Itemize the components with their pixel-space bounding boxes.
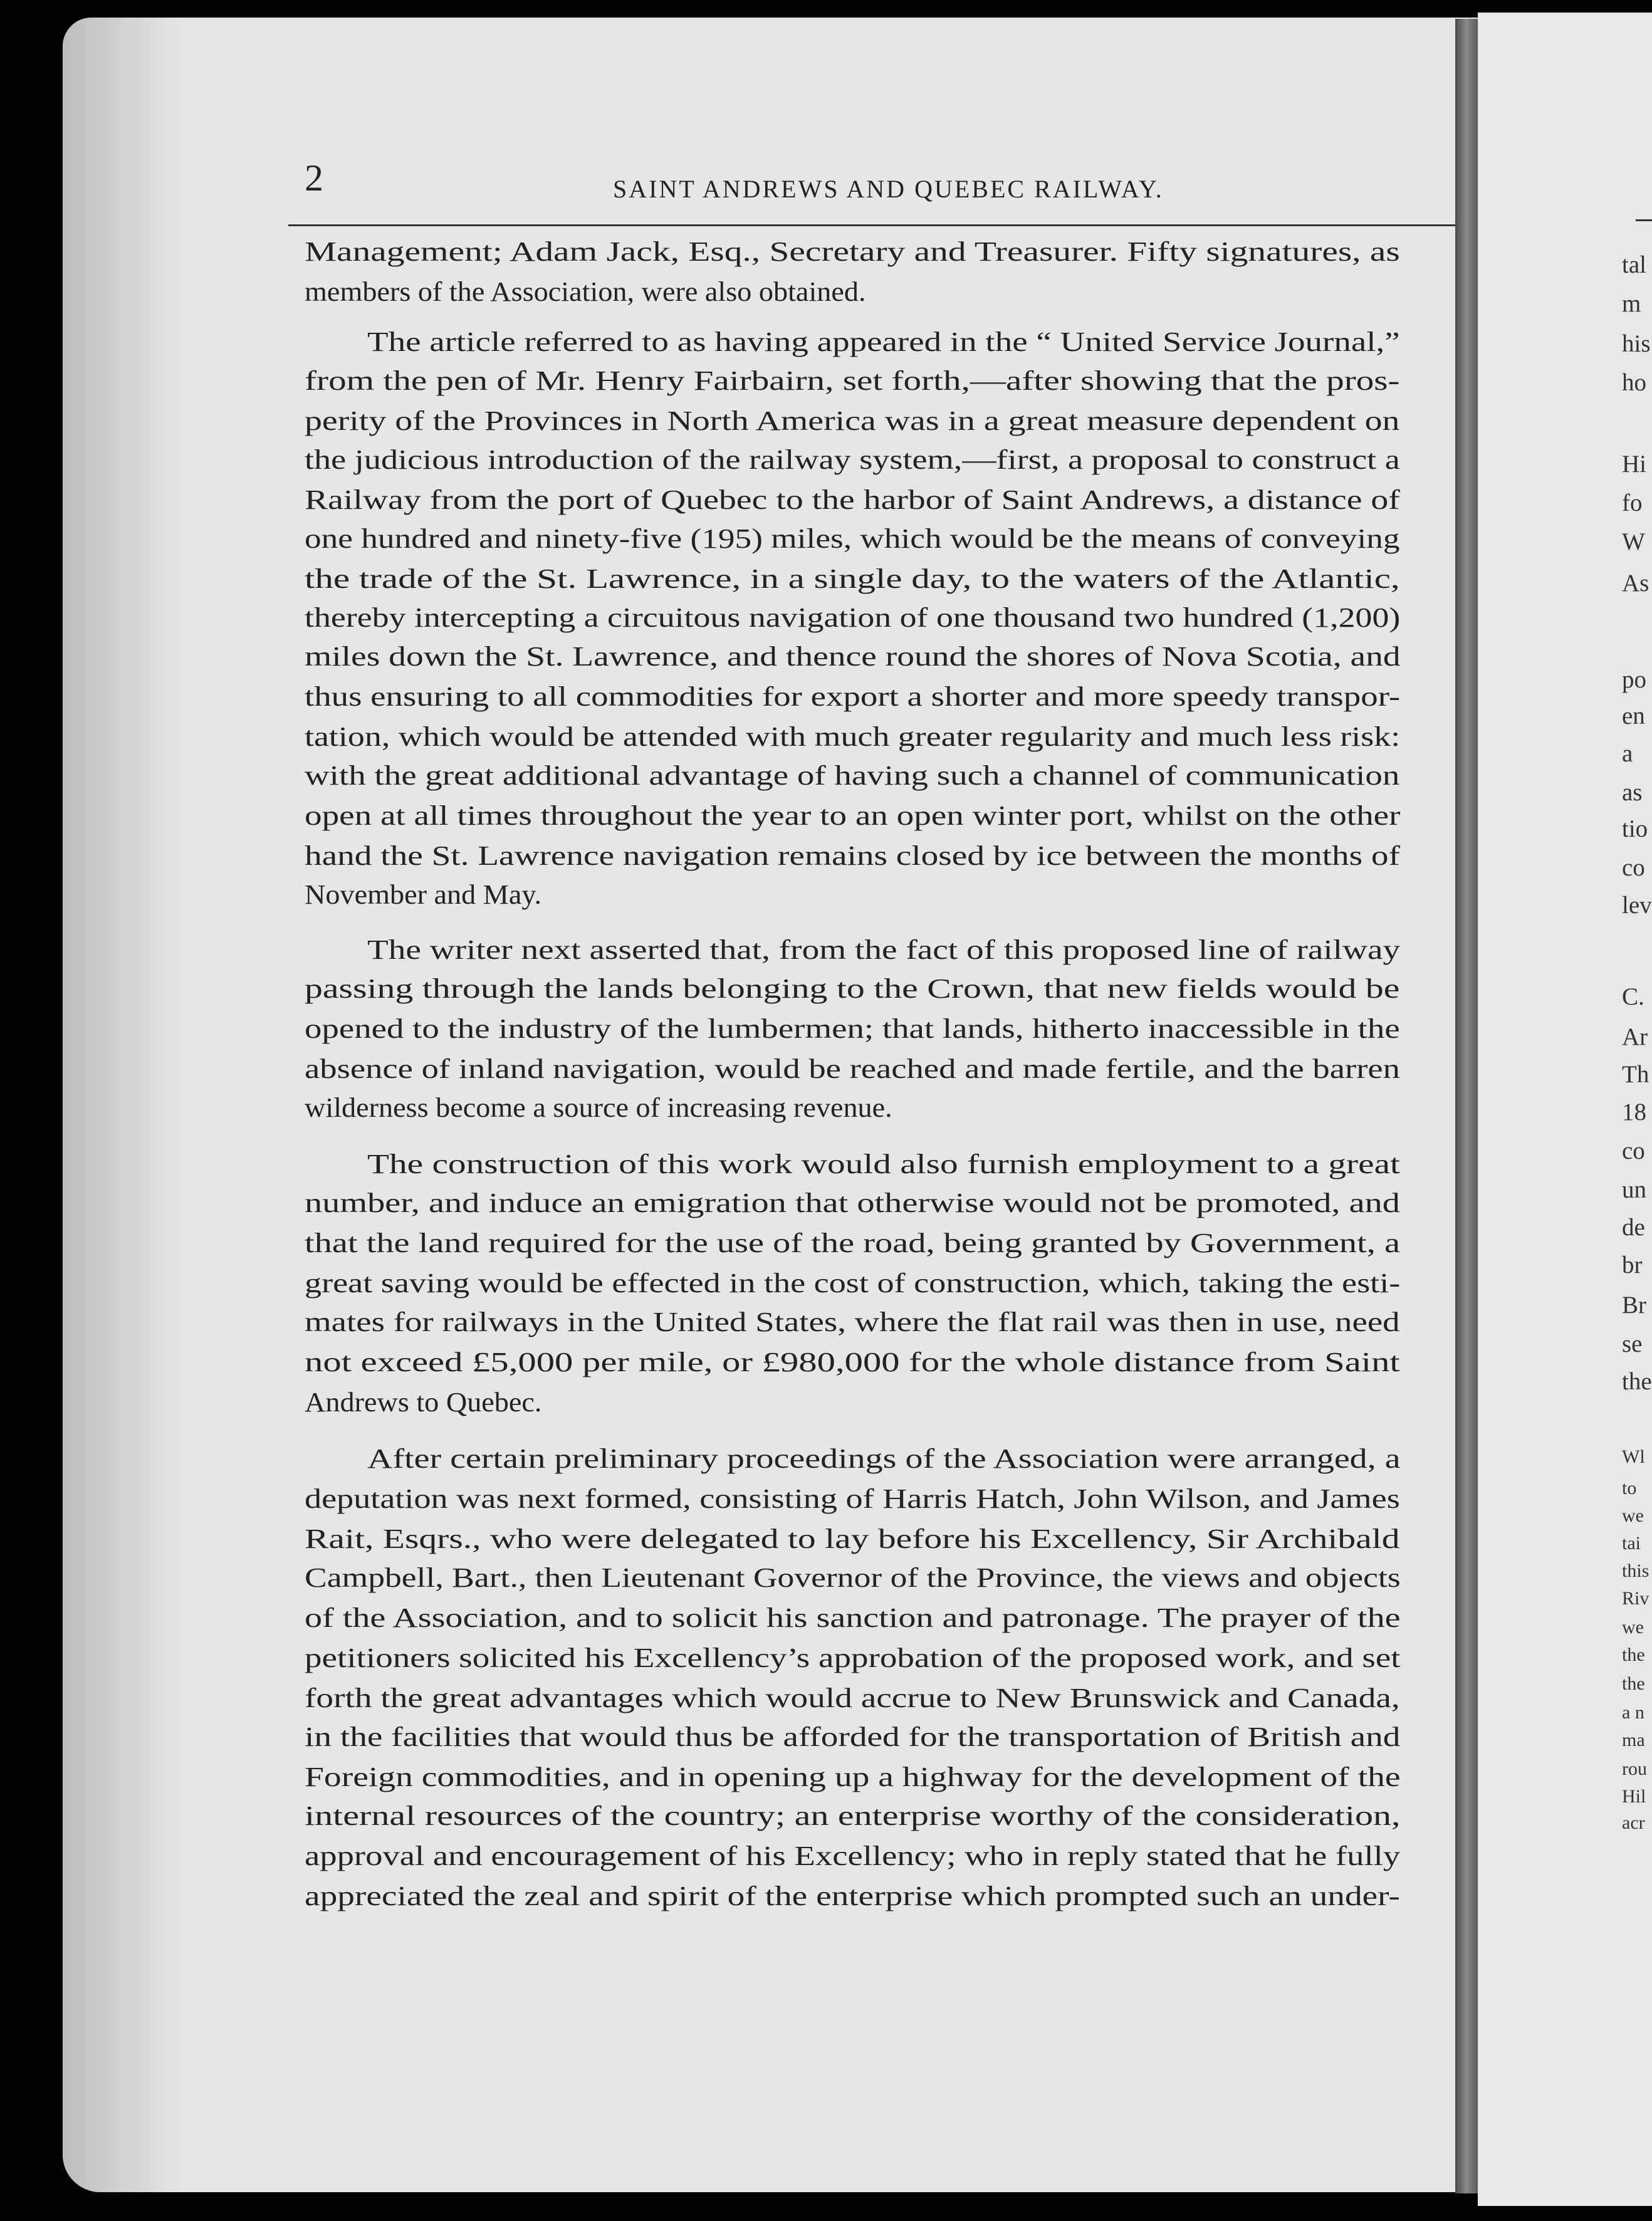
facing-page-fragment: en bbox=[1622, 703, 1645, 729]
facing-page-fragment: tai bbox=[1622, 1533, 1641, 1554]
facing-page-fragment: C. bbox=[1622, 983, 1644, 1010]
body-text-line: internal resources of the country; an enterprise worthy of the consideration, bbox=[305, 1800, 1401, 1831]
body-text-line: open at all times throughout the year to an open winter port, whilst on the other bbox=[305, 800, 1401, 831]
facing-page-fragment: un bbox=[1622, 1176, 1646, 1203]
facing-page-edge bbox=[1478, 13, 1652, 2206]
header-rule bbox=[288, 224, 1456, 226]
body-text-line: perity of the Provinces in North America was in a great measure dependent on bbox=[305, 405, 1400, 436]
facing-page-fragment: Br bbox=[1622, 1292, 1646, 1319]
body-text-line: thus ensuring to all commodities for export a shorter and more speedy transpor- bbox=[305, 681, 1401, 712]
facing-page-fragment: the bbox=[1622, 1673, 1645, 1694]
body-text-line: thereby intercepting a circuitous navigation of one thousand two hundred (1,200) bbox=[305, 602, 1401, 633]
facing-page-fragment: Hil bbox=[1622, 1786, 1646, 1807]
body-text-line: forth the great advantages which would accrue to New Brunswick and Canada, bbox=[305, 1683, 1400, 1713]
body-text-line: deputation was next formed, consisting of Harris Hatch, John Wilson, and James bbox=[305, 1483, 1400, 1514]
facing-page-fragment: ho bbox=[1622, 369, 1646, 396]
body-text-line: opened to the industry of the lumbermen; that lands, hitherto inaccessible in the bbox=[305, 1013, 1400, 1044]
facing-page-fragment: po bbox=[1622, 666, 1646, 693]
running-head: SAINT ANDREWS AND QUEBEC RAILWAY. bbox=[613, 175, 1164, 203]
facing-page-fragment: Ar bbox=[1622, 1023, 1648, 1050]
facing-page-fragment: Riv bbox=[1622, 1588, 1649, 1609]
body-text-line: Andrews to Quebec. bbox=[305, 1387, 542, 1418]
facing-page-fragment: acr bbox=[1622, 1812, 1645, 1833]
facing-page-fragment: Th bbox=[1622, 1061, 1649, 1088]
facing-page-fragment: rou bbox=[1622, 1759, 1647, 1779]
facing-page-fragment: se bbox=[1622, 1330, 1643, 1357]
facing-page-fragment: W bbox=[1622, 528, 1645, 555]
body-text-line: one hundred and ninety-five (195) miles, which would be the means of conveying bbox=[305, 523, 1400, 554]
body-text-line: miles down the St. Lawrence, and thence round the shores of Nova Scotia, and bbox=[305, 641, 1401, 672]
body-text-line: mates for railways in the United States, where the flat rail was then in use, need bbox=[305, 1307, 1400, 1337]
facing-page-fragment: As bbox=[1622, 570, 1649, 597]
body-text-line: November and May. bbox=[305, 879, 542, 910]
body-text-line: Management; Adam Jack, Esq., Secretary and Treasurer. Fifty signatures, as bbox=[305, 236, 1400, 267]
body-text-line: great saving would be effected in the cost of construction, which, taking the esti- bbox=[305, 1268, 1401, 1299]
facing-page-fragment: m bbox=[1622, 290, 1641, 317]
facing-page-fragment: this bbox=[1622, 1560, 1649, 1581]
facing-page-fragment: tal bbox=[1622, 251, 1646, 278]
body-text-line: tation, which would be attended with much greater regularity and much less risk: bbox=[305, 721, 1401, 752]
facing-page-fragment: Hi bbox=[1622, 451, 1646, 478]
body-text-line: approval and encouragement of his Excellency; who in reply stated that he fully bbox=[305, 1841, 1401, 1871]
body-text-line: Campbell, Bart., then Lieutenant Governor of the Province, the views and objects bbox=[305, 1562, 1401, 1593]
facing-page-fragment: 18 bbox=[1622, 1099, 1646, 1126]
body-text-line: After certain preliminary proceedings of the Association were arranged, a bbox=[367, 1443, 1401, 1474]
body-text-line: with the great additional advantage of having such a channel of communication bbox=[305, 760, 1400, 791]
facing-page-fragment: ma bbox=[1622, 1730, 1645, 1750]
facing-page-fragment: co bbox=[1622, 1137, 1645, 1164]
body-text-line: wilderness become a source of increasing revenue. bbox=[305, 1092, 892, 1123]
page-number: 2 bbox=[305, 157, 323, 199]
body-text-line: Foreign commodities, and in opening up a highway for the development of the bbox=[305, 1762, 1401, 1792]
facing-rule bbox=[1636, 219, 1652, 221]
body-text-line: not exceed £5,000 per mile, or £980,000 for the whole distance from Saint bbox=[305, 1347, 1400, 1377]
body-text-line: in the facilities that would thus be afforded for the transportation of British and bbox=[305, 1722, 1401, 1752]
body-text-line: that the land required for the use of the road, being granted by Government, a bbox=[305, 1228, 1401, 1258]
body-text-line: the trade of the St. Lawrence, in a single day, to the waters of the Atlantic, bbox=[305, 563, 1400, 594]
body-text-line: absence of inland navigation, would be reached and made fertile, and the barren bbox=[305, 1053, 1400, 1084]
body-text-line: Rait, Esqrs., who were delegated to lay before his Excellency, Sir Archibald bbox=[305, 1523, 1400, 1554]
body-text-line: petitioners solicited his Excellency’s approbation of the proposed work, and set bbox=[305, 1643, 1401, 1673]
facing-page-fragment: lev bbox=[1622, 892, 1652, 919]
body-text-line: of the Association, and to solicit his sanction and patronage. The prayer of the bbox=[305, 1602, 1401, 1633]
facing-page-fragment: we bbox=[1622, 1617, 1644, 1638]
facing-page-fragment: the bbox=[1622, 1644, 1645, 1665]
body-text-line: Railway from the port of Quebec to the harbor of Saint Andrews, a distance of bbox=[305, 484, 1400, 515]
facing-page-fragment: his bbox=[1622, 330, 1651, 357]
body-text-line: appreciated the zeal and spirit of the enterprise which prompted such an under- bbox=[305, 1881, 1400, 1911]
facing-page-fragment: de bbox=[1622, 1214, 1645, 1241]
facing-page-fragment: to bbox=[1622, 1478, 1637, 1498]
facing-page-fragment: a n bbox=[1622, 1702, 1644, 1723]
facing-page-fragment: the bbox=[1622, 1368, 1652, 1395]
body-text-line: The construction of this work would also furnish employment to a great bbox=[367, 1149, 1400, 1179]
body-text-line: from the pen of Mr. Henry Fairbairn, set forth,—after showing that the pros- bbox=[305, 365, 1400, 396]
body-text-line: passing through the lands belonging to the Crown, that new fields would be bbox=[305, 973, 1400, 1004]
body-text-line: members of the Association, were also obtained. bbox=[305, 276, 866, 307]
facing-page-fragment: tio bbox=[1622, 815, 1648, 842]
facing-page-fragment: fo bbox=[1622, 489, 1643, 516]
facing-page-fragment: as bbox=[1622, 779, 1643, 806]
document-page bbox=[63, 18, 1523, 2192]
body-text-line: The article referred to as having appeared in the “ United Service Journal,” bbox=[367, 327, 1400, 357]
facing-page-fragment: a bbox=[1622, 740, 1633, 767]
facing-page-fragment: co bbox=[1622, 854, 1645, 881]
facing-page-fragment: Wl bbox=[1622, 1446, 1645, 1467]
body-text-line: number, and induce an emigration that otherwise would not be promoted, and bbox=[305, 1188, 1400, 1218]
body-text-line: The writer next asserted that, from the fact of this proposed line of railway bbox=[367, 934, 1401, 965]
facing-page-fragment: br bbox=[1622, 1252, 1643, 1278]
body-text-line: hand the St. Lawrence navigation remains closed by ice between the months of bbox=[305, 840, 1400, 871]
facing-page-fragment: we bbox=[1622, 1505, 1644, 1526]
book-gutter bbox=[1455, 19, 1478, 2193]
body-text-line: the judicious introduction of the railway system,—first, a proposal to construct a bbox=[305, 444, 1400, 475]
